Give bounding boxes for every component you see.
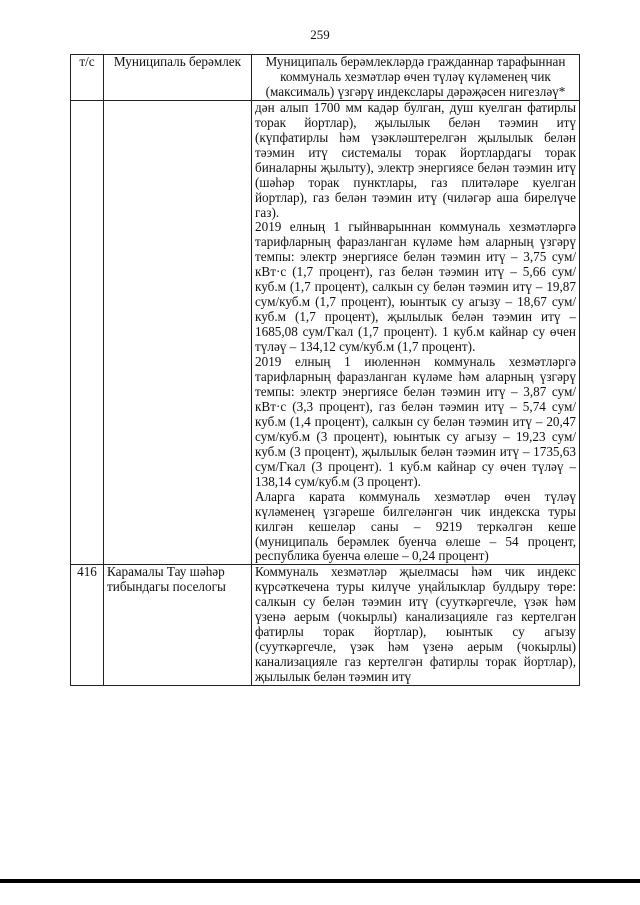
table-row — [71, 565, 580, 686]
justification-paragraph: дән алып 1700 мм кадәр булган, душ куелган фатирлы торак йортлар), җылылык белән тәэмин итү (күпфатирлы һәм үзәкләштерелгән җылылык белән тәэмин итү системалы торак йортлардагы торак биналарны җылыту), электр энергиясе белән тәэмин итү (шәһәр торак пунктлары, газ плитәләре куелган йортлар), газ белән тәэмин итү (чиләгәр аша бирелүче газ). — [255, 99, 576, 220]
row-number-cell: 416 — [71, 565, 104, 686]
justification-paragraph: 2019 елның 1 июленнән коммуналь хезмәтләргә тарифларның фаразланган күләме һәм аларның үзгәрү темпы: электр энергиясе белән тәэмин итү – 3,87 сум/кВт·с (3,3 процент), газ белән тәэмин итү – 5,74 сум/куб.м (1,4 процент), салкын су белән тәэмин итү – 20,47 сум/куб.м (3 процент), юынтык су агызу – 19,23 сум/куб.м (3 процент), җылылык белән тәэмин итү – 1735,63 сум/Гкал (3 процент). 1 куб.м кайнар су өчен түләү – 138,14 сум/куб.м (3 процент). — [255, 354, 576, 489]
header-municipality: Муниципаль берәмлек — [104, 55, 252, 101]
municipality-cell — [104, 100, 252, 565]
scan-border — [0, 879, 640, 883]
municipality-cell: Карамалы Тау шәһәр тибындагы поселогы — [104, 565, 252, 686]
justification-cell: Коммуналь хезмәтләр җыелмасы һәм чик индекс күрсәткечена туры килүче уңайлыклар булдыру төре: салкын су белән тәэмин итү (сууткәргечле, үзәк һәм үзенә аерым (чокырлы) канализацияле газ кертелгән фатирлы торак йортлар), юынтык су агызу (сууткәргечле, үзәк һәм үзенә аерым (чокырлы) канализацияле газ кертелгән фатирлы торак йортлар), җылылык белән тәэмин итү — [252, 565, 580, 686]
index-table — [70, 54, 580, 686]
row-number-cell — [71, 100, 104, 565]
justification-paragraph: Аларга карата коммуналь хезмәтләр өчен түләү күләменең үзгәреше билгеләнгән чик индекска туры килгән кешеләр саны – 9219 теркәлгән кеше (муниципаль берәмлек буенча өлеше – 54 процент, республика буенча өлеше – 0,24 процент) — [255, 488, 576, 564]
header-number: т/с — [71, 55, 104, 101]
table-header-row — [71, 55, 580, 101]
justification-paragraph: 2019 елның 1 гыйнварыннан коммуналь хезмәтләргә тарифларның фаразланган күләме һәм аларның үзгәрү темпы: электр энергиясе белән тәэмин итү – 3,75 сум/кВт·с (1,7 процент), газ белән тәэмин итү – 5,66 сум/куб.м (1,7 процент), салкын су белән тәэмин итү – 19,87 сум/куб.м (1,7 процент), юынтык су агызу – 18,67 сум/куб.м (1,7 процент), җылылык белән тәэмин итү – 1685,08 сум/Гкал (1,7 процент). 1 куб.м кайнар су өчен түләү – 134,12 сум/куб.м (1,7 процент). — [255, 219, 576, 355]
page-number: 259 — [310, 27, 330, 42]
header-justification: Муниципаль берәмлекләрдә гражданнар тарафыннан коммуналь хезмәтләр өчен түләү күләменең чик (максималь) үзгәрү индекслары дәрәҗәсен нигезләү* — [252, 55, 580, 101]
justification-cell — [252, 100, 580, 565]
table-row — [71, 100, 580, 565]
